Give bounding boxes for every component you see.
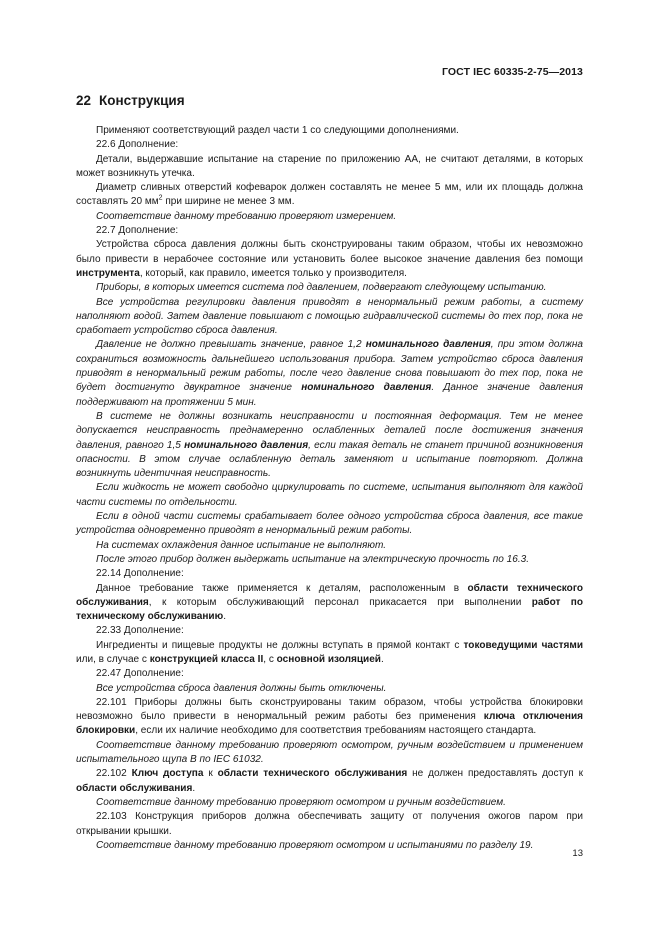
paragraph [76,510,583,539]
paragraph [76,138,583,152]
paragraph [76,767,583,796]
text-run: , с [263,653,277,665]
text-run: На системах охлаждения данное испытание не выполняют. [96,539,387,551]
text-run: В системе не должны возникать неисправности и постоянная деформация. Тем не менее допускается неисправность преднамеренно ослабленных деталей после достижения значения давления, равного 1,5 [76,410,583,451]
term-bold: основной изоляцией [276,653,381,665]
text-run: , к которым обслуживающий персонал прикасается при выполнении [148,596,532,608]
term-bold: инструмента [76,267,140,279]
section-heading [76,93,185,108]
term-bold: конструкцией класса II [149,653,264,665]
text-run: 22.33 Дополнение: [96,625,184,637]
paragraph [76,410,583,481]
term-bold: области технического обслуживания [217,768,408,780]
section-body [76,124,583,853]
text-run: . [381,653,384,665]
text-run: Применяют соответствующий раздел части 1 со следующими дополнениями. [96,125,459,136]
text-run: , при этом должна сохраниться возможность дальнейшего использования прибора. Затем устройство сброса давления приводят в ненормальный режим работы, после чего давление снова повышают до тех пор, пока не будет достигнуто двукратное значение [76,339,583,394]
text-run: . Данное значение давления поддерживают на протяжении 5 мин. [76,382,583,408]
text-run: , который, как правило, имеется только у производителя. [139,267,407,279]
text-run: или, в случае с [76,653,150,665]
text-run: 22.102 [96,768,132,780]
paragraph [76,624,583,638]
paragraph [76,810,583,839]
text-run: . [223,611,226,623]
paragraph [76,238,583,281]
paragraph [76,667,583,681]
paragraph [76,796,583,810]
paragraph [76,124,583,138]
section-number: 22 [76,93,92,108]
paragraph [76,181,583,210]
text-run: Данное требование также применяется к деталям, расположенным в [96,582,468,594]
text-run: Если в одной части системы срабатывает более одного устройства сброса давления, все такие устройства одновременно приводят в ненормальный режим работы. [76,511,583,537]
section-title: Конструкция [99,93,185,108]
text-run: 22.7 Дополнение: [96,225,179,237]
paragraph [76,281,583,295]
text-run: Диаметр сливных отверстий кофеварок должен составлять не менее 5 мм, или их площадь должна составлять 20 мм [76,182,583,208]
term-bold: ключа отключения блокировки [76,711,583,737]
text-run: Соответствие данному требованию проверяют осмотром и испытаниями по разделу 19. [96,839,534,851]
text-run: Ингредиенты и пищевые продукты не должны вступать в прямой контакт с [96,639,464,651]
paragraph [76,567,583,581]
text-run: , если их наличие необходимо для соответствия требованиям настоящего стандарта. [135,725,537,737]
paragraph [76,739,583,768]
text-run: при ширине не менее 3 мм. [162,196,295,208]
paragraph [76,553,583,567]
paragraph [76,839,583,853]
text-run: Если жидкость не может свободно циркулировать по системе, испытания выполняют для каждой части системы по отдельности. [76,482,583,508]
text-run: к [203,768,218,780]
paragraph [76,153,583,182]
term-bold: области технического обслуживания [76,582,584,608]
text-run: Соответствие данному требованию проверяют осмотром и ручным воздействием. [96,796,506,808]
term-bold: Ключ доступа [131,768,204,780]
paragraph [76,539,583,553]
paragraph [76,296,583,339]
text-run: 22.101 Приборы должны быть сконструированы таким образом, чтобы устройства блокировки невозможно было привести в ненормальный режим работы без применения [76,696,583,723]
text-run: 22.103 Конструкция приборов должна обеспечивать защиту от получения ожогов паром при открывании крышки. [76,811,583,837]
paragraph [76,582,583,625]
text-run: 22.6 Дополнение: [96,139,179,151]
paragraph [76,639,583,668]
text-run: После этого прибор должен выдержать испытание на электрическую прочность по 16.3. [96,553,530,565]
term-bold: номинального давления [184,439,309,451]
text-run: Соответствие данному требованию проверяют измерением. [96,210,397,222]
term-bold: работ по техническому обслуживанию [76,596,584,623]
text-run: Детали, выдержавшие испытание на старение по приложению АА, не считают деталями, в которых может возникнуть утечка. [76,153,583,179]
paragraph [76,210,583,224]
text-run: Все устройства сброса давления должны быть отключены. [96,682,387,694]
paragraph [76,481,583,510]
paragraph [76,696,583,739]
text-run: 22.14 Дополнение: [96,568,184,580]
term-bold: номинального давления [301,382,432,394]
text-run: Соответствие данному требованию проверяют осмотром, ручным воздействием и применением испытательного щупа В по IEC 61032. [76,739,583,766]
text-run: Давление не должно превышать значение, равное 1,2 [96,339,366,351]
text-run: Приборы, в которых имеется система под давлением, подвергают следующему испытанию. [96,282,547,294]
text-run: не должен предоставлять доступ к [407,768,583,780]
term-bold: номинального давления [365,339,491,351]
paragraph [76,338,583,409]
text-run: . [192,782,196,794]
paragraph [76,224,583,238]
text-run: 22.47 Дополнение: [96,668,184,680]
standard-code: ГОСТ IEC 60335-2-75—2013 [441,66,583,78]
text-run: Все устройства регулировки давления приводят в ненормальный режим работы, а систему наполняют водой. Затем давление повышают с помощью гидравлической системы до тех пор, пока не сработает устройство сброса давления. [76,296,583,337]
text-run: , если такая деталь не станет причиной возникновения опасности. В этом случае ослабленную деталь заменяют и испытание повторяют. Должна возникнуть идентичная неисправность. [76,439,584,480]
paragraph [76,682,583,696]
page-number: 13 [572,848,583,859]
superscript: 2 [158,195,163,203]
term-bold: токоведущими частями [463,639,583,651]
text-run: Устройства сброса давления должны быть сконструированы таким образом, чтобы их невозможно было привести в нерабочее состояние или установить более высокое значение давления без помощи [76,239,583,265]
term-bold: области обслуживания [76,782,193,794]
